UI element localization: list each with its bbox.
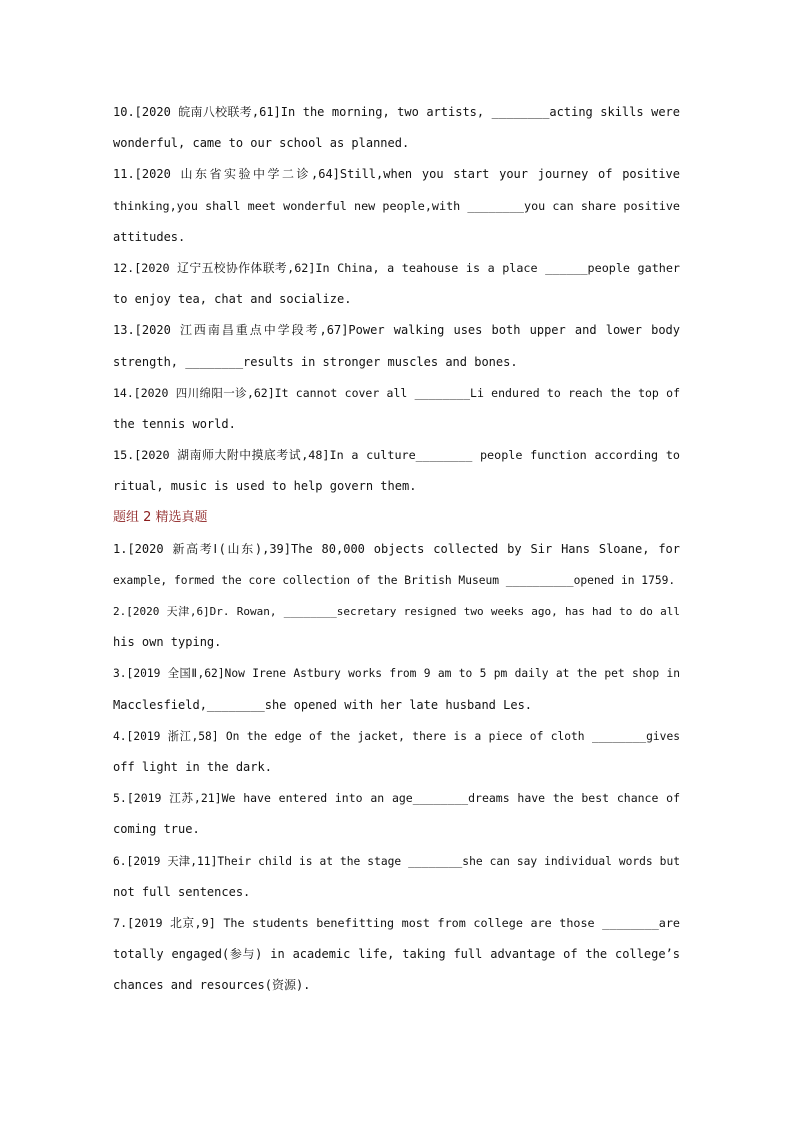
question-2-4 — [113, 721, 680, 783]
question-line: example, formed the core collection of the British Museum __________opened in 1759. — [113, 573, 676, 587]
question-2-3 — [113, 658, 680, 720]
question-line: wonderful, came to our school as planned. — [113, 136, 410, 151]
question-line: the tennis world. — [113, 416, 236, 431]
question-2-7 — [113, 908, 680, 1002]
question-line: his own typing. — [113, 635, 222, 650]
question-line: attitudes. — [113, 229, 186, 244]
question-line: 15.[2020 湖南师大附中摸底考试,48]In a culture________ people function according to — [113, 448, 680, 463]
question-10 — [113, 97, 680, 159]
question-line: 5.[2019 江苏,21]We have entered into an age________dreams have the best chance of — [113, 791, 680, 806]
question-line: off light in the dark. — [113, 759, 272, 774]
question-2-2 — [113, 596, 680, 658]
question-line: coming true. — [113, 822, 200, 837]
question-line: thinking,you shall meet wonderful new people,with ________you can share positive — [113, 198, 680, 213]
question-2-1 — [113, 534, 680, 596]
question-line: 12.[2020 辽宁五校协作体联考,62]In China, a teahouse is a place ______people gather — [113, 260, 680, 275]
question-14 — [113, 378, 680, 440]
question-line: 6.[2019 天津,11]Their child is at the stage ________she can say individual words but — [113, 854, 680, 868]
question-line: 10.[2020 皖南八校联考,61]In the morning, two artists, ________acting skills were — [113, 105, 680, 119]
question-line: 4.[2019 浙江,58] On the edge of the jacket, there is a piece of cloth ________gives — [113, 729, 680, 743]
question-line: 14.[2020 四川绵阳一诊,62]It cannot cover all ________Li endured to reach the top of — [113, 385, 680, 400]
question-11 — [113, 159, 680, 253]
question-line: Macclesfield,________she opened with her late husband Les. — [113, 697, 533, 712]
document-page — [113, 97, 680, 1001]
question-13 — [113, 315, 680, 377]
question-line: not full sentences. — [113, 884, 251, 899]
question-line: totally engaged(参与) in academic life, taking full advantage of the college’s — [113, 947, 680, 962]
question-15 — [113, 440, 680, 502]
question-line: 11.[2020 山东省实验中学二诊,64]Still,when you start your journey of positive — [113, 167, 680, 182]
question-12 — [113, 253, 680, 315]
question-line: ritual, music is used to help govern them. — [113, 479, 417, 494]
question-line: 7.[2019 北京,9] The students benefitting most from college are those ________are — [113, 915, 680, 930]
question-2-5 — [113, 783, 680, 845]
question-line: to enjoy tea, chat and socialize. — [113, 292, 352, 307]
question-line: 3.[2019 全国Ⅱ,62]Now Irene Astbury works from 9 am to 5 pm daily at the pet shop in — [113, 667, 680, 681]
question-line: 2.[2020 天津,6]Dr. Rowan, ________secretary resigned two weeks ago, has had to do all — [113, 605, 680, 618]
question-line: 1.[2020 新高考Ⅰ(山东),39]The 80,000 objects collected by Sir Hans Sloane, for — [113, 541, 680, 556]
question-2-6 — [113, 846, 680, 908]
question-line: chances and resources(资源). — [113, 978, 311, 993]
question-line: 13.[2020 江西南昌重点中学段考,67]Power walking uses both upper and lower body — [113, 323, 680, 338]
section-heading: 题组 2 精选真题 — [113, 510, 208, 526]
question-line: strength, ________results in stronger muscles and bones. — [113, 354, 518, 369]
